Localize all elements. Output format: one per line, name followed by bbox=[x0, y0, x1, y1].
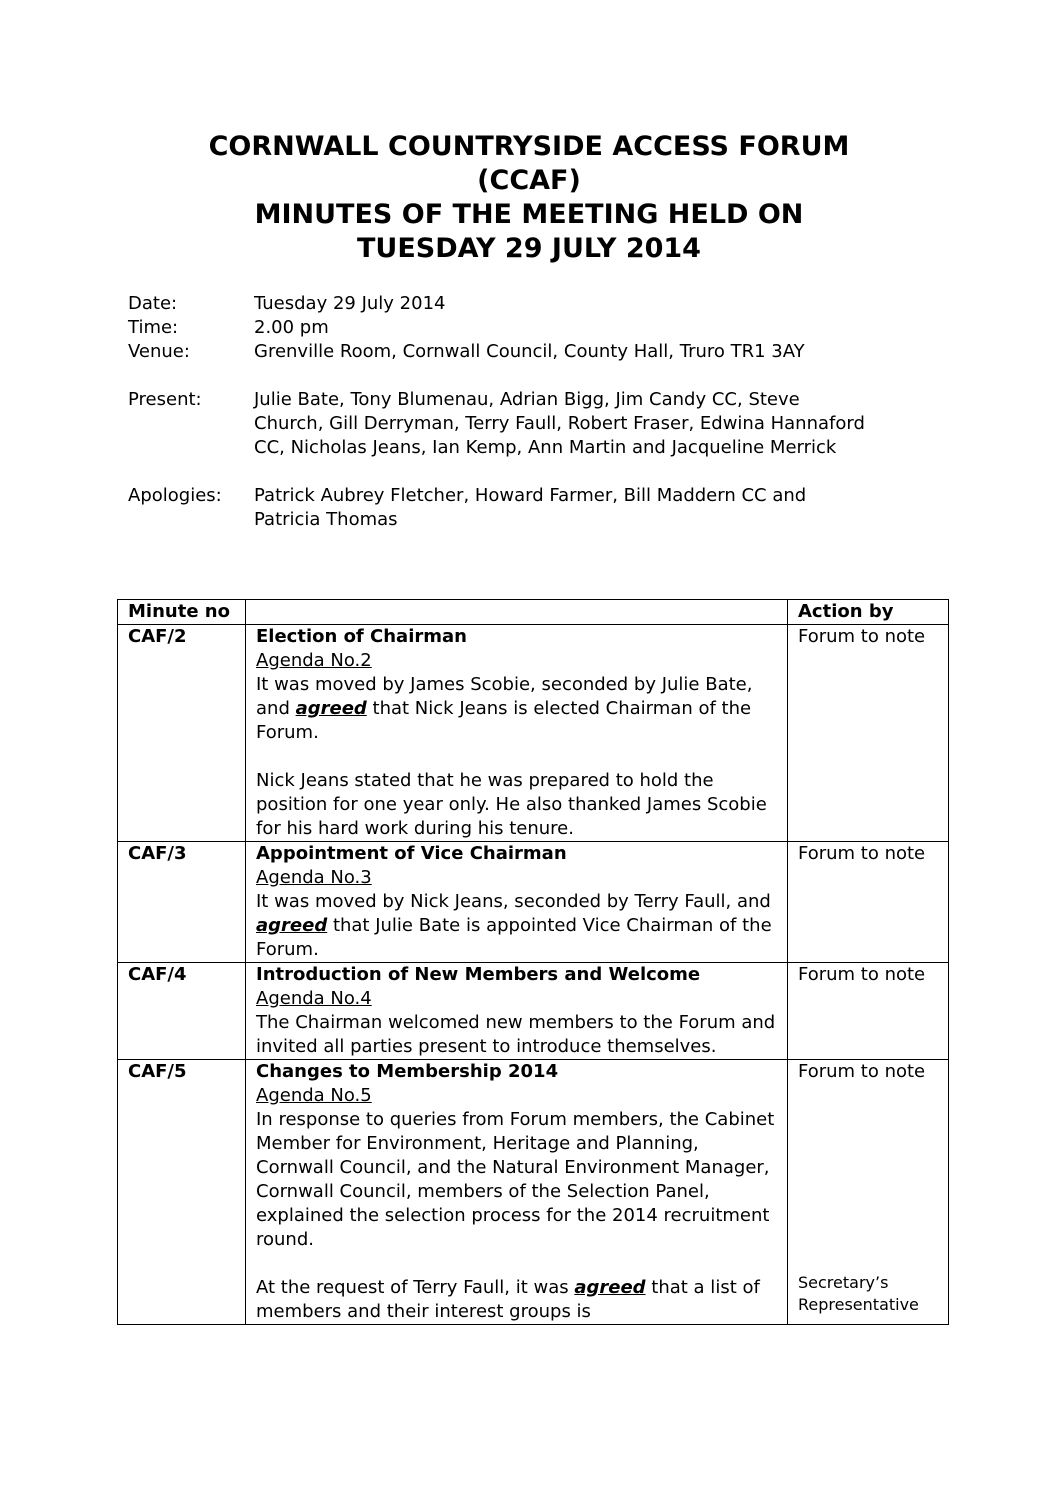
table-row bbox=[118, 1060, 949, 1325]
action-by-cell bbox=[788, 1060, 949, 1325]
apologies-value: Patrick Aubrey Fletcher, Howard Farmer, Bill Maddern CC and Patricia Thomas bbox=[254, 485, 807, 530]
item-paragraph: The Chairman welcomed new members to the Forum and invited all parties present to introduce themselves. bbox=[256, 1012, 776, 1057]
venue-value: Grenville Room, Cornwall Council, County Hall, Truro TR1 3AY bbox=[254, 341, 805, 362]
action-by: Forum to note bbox=[788, 625, 949, 842]
minute-number: CAF/4 bbox=[118, 963, 246, 1060]
agenda-ref: Agenda No.5 bbox=[256, 1085, 372, 1106]
agenda-ref: Agenda No.3 bbox=[256, 867, 372, 888]
minute-body bbox=[246, 963, 788, 1060]
time-value: 2.00 pm bbox=[254, 317, 329, 338]
item-paragraph: In response to queries from Forum members, the Cabinet Member for Environment, Heritage and Planning, Cornwall Council, and the Natural Environment Manager, Cornwall Council, members of the Selection Panel, explained the selection process for the 2014 recruitment round. bbox=[256, 1109, 775, 1250]
item-heading: Changes to Membership 2014 bbox=[256, 1061, 559, 1082]
venue-row bbox=[128, 340, 874, 364]
present-label: Present: bbox=[128, 389, 202, 410]
action-by: Forum to note bbox=[788, 963, 949, 1060]
meeting-details bbox=[128, 292, 874, 532]
header-minute-no: Minute no bbox=[118, 600, 246, 625]
item-heading: Election of Chairman bbox=[256, 626, 467, 647]
agenda-ref: Agenda No.4 bbox=[256, 988, 372, 1009]
action-by: Forum to note bbox=[788, 842, 949, 963]
item-paragraph: Nick Jeans stated that he was prepared to hold the position for one year only. He also thanked James Scobie for his hard work during his tenure. bbox=[256, 770, 767, 839]
minute-number: CAF/3 bbox=[118, 842, 246, 963]
date-value: Tuesday 29 July 2014 bbox=[254, 293, 446, 314]
table-row bbox=[118, 842, 949, 963]
header-blank bbox=[246, 600, 788, 625]
time-label: Time: bbox=[128, 317, 179, 338]
item-heading: Introduction of New Members and Welcome bbox=[256, 964, 701, 985]
minute-body bbox=[246, 1060, 788, 1325]
item-paragraph: It was moved by James Scobie, seconded by Julie Bate, and agreed that Nick Jeans is elected Chairman of the Forum. bbox=[256, 674, 753, 743]
minute-body bbox=[246, 625, 788, 842]
title-line-1: CORNWALL COUNTRYSIDE ACCESS FORUM bbox=[208, 131, 850, 162]
action-by: Forum to note bbox=[798, 1061, 926, 1082]
item-paragraph: It was moved by Nick Jeans, seconded by Terry Faull, and agreed that Julie Bate is appointed Vice Chairman of the Forum. bbox=[256, 891, 772, 960]
title-line-2: (CCAF) bbox=[477, 165, 581, 196]
minutes-table bbox=[117, 599, 949, 1325]
item-paragraph: At the request of Terry Faull, it was agreed that a list of members and their interest groups is bbox=[256, 1277, 760, 1322]
title-line-3: MINUTES OF THE MEETING HELD ON bbox=[254, 199, 804, 230]
document-title bbox=[0, 130, 1058, 266]
header-action-by: Action by bbox=[788, 600, 949, 625]
table-row bbox=[118, 963, 949, 1060]
table-row bbox=[118, 625, 949, 842]
minute-number: CAF/2 bbox=[118, 625, 246, 842]
date-label: Date: bbox=[128, 293, 178, 314]
present-value: Julie Bate, Tony Blumenau, Adrian Bigg, Jim Candy CC, Steve Church, Gill Derryman, Terry Faull, Robert Fraser, Edwina Hannaford CC, Nicholas Jeans, Ian Kemp, Ann Martin and Jacqueline Merrick bbox=[254, 389, 865, 458]
action-by-secondary: Secretary’s Representative bbox=[798, 1273, 919, 1314]
apologies-row bbox=[128, 484, 874, 532]
table-header-row bbox=[118, 600, 949, 625]
title-line-4: TUESDAY 29 JULY 2014 bbox=[357, 233, 701, 264]
item-heading: Appointment of Vice Chairman bbox=[256, 843, 567, 864]
agenda-ref: Agenda No.2 bbox=[256, 650, 372, 671]
venue-label: Venue: bbox=[128, 341, 190, 362]
present-row bbox=[128, 388, 874, 460]
date-row bbox=[128, 292, 874, 316]
apologies-label: Apologies: bbox=[128, 485, 222, 506]
minute-body bbox=[246, 842, 788, 963]
minute-number: CAF/5 bbox=[118, 1060, 246, 1325]
time-row bbox=[128, 316, 874, 340]
